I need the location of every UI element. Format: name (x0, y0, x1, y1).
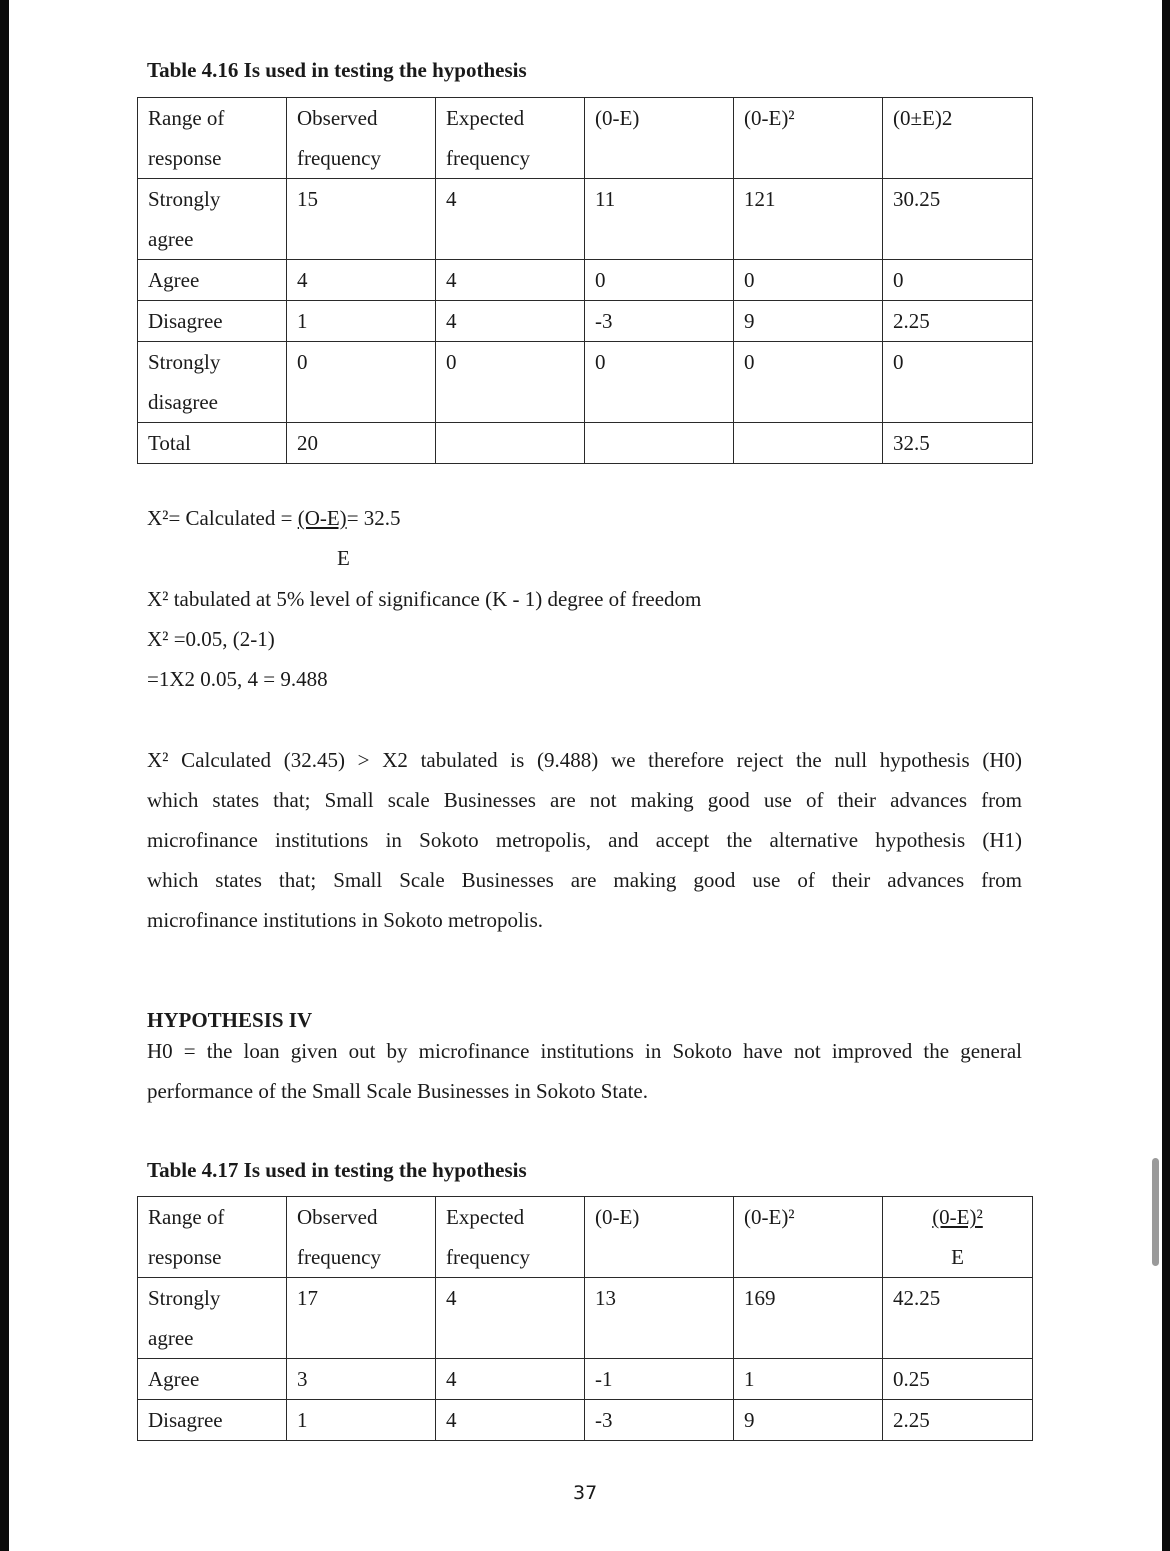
value-cell: 1 (287, 1400, 436, 1441)
value-cell: 11 (585, 179, 734, 260)
table-row (138, 260, 1033, 301)
page-number: 37 (573, 1482, 598, 1504)
value-cell: -3 (585, 1400, 734, 1441)
table-4-16 (137, 97, 1033, 464)
header-cell (585, 1197, 734, 1278)
row-label-line: agree (148, 1326, 194, 1350)
header-row (138, 98, 1033, 179)
header-line: Expected (446, 1205, 525, 1229)
fraction-denominator: E (337, 546, 350, 570)
row-label-line: Strongly (148, 350, 221, 374)
hypothesis-4-text (147, 1031, 1022, 1111)
value-cell: 0 (585, 342, 734, 423)
header-cell (734, 98, 883, 179)
header-line: frequency (446, 146, 530, 170)
conclusion-line: which states that; Small scale Businesses are not making good use of their advances from (147, 788, 1022, 812)
value-cell: 4 (436, 179, 585, 260)
table-2-caption: Table 4.17 Is used in testing the hypothesis (147, 1158, 527, 1182)
header-line: Observed (297, 1205, 378, 1229)
header-line: response (148, 146, 222, 170)
value-cell: 4 (287, 260, 436, 301)
row-label-cell (138, 179, 287, 260)
header-cell (287, 1197, 436, 1278)
value-cell: 1 (734, 1359, 883, 1400)
row-label-cell (138, 1400, 287, 1441)
value-cell: 9 (734, 301, 883, 342)
header-line: Expected (446, 106, 525, 130)
row-label-line: agree (148, 227, 194, 251)
value-cell: 0.25 (883, 1359, 1033, 1400)
hypothesis-4-line: performance of the Small Scale Businesses in Sokoto State. (147, 1079, 648, 1103)
value-cell: 4 (436, 1278, 585, 1359)
value-cell (734, 423, 883, 464)
row-label-line: Total (148, 431, 191, 455)
row-label-cell (138, 1359, 287, 1400)
header-line: E (951, 1245, 964, 1269)
row-label-cell (138, 260, 287, 301)
header-line: (0-E)² (932, 1205, 983, 1229)
value-cell: 4 (436, 1400, 585, 1441)
chi-square-tabulated-text: X² tabulated at 5% level of significance (K - 1) degree of freedom (147, 587, 702, 611)
value-cell: 4 (436, 301, 585, 342)
hypothesis-4-heading: HYPOTHESIS IV (147, 1008, 313, 1032)
header-cell (436, 98, 585, 179)
value-cell: 30.25 (883, 179, 1033, 260)
table-1-caption: Table 4.16 Is used in testing the hypothesis (147, 58, 527, 82)
table-row (138, 423, 1033, 464)
row-label-line: disagree (148, 390, 218, 414)
row-label-cell (138, 423, 287, 464)
table-row (138, 342, 1033, 423)
row-label-line: Strongly (148, 1286, 221, 1310)
value-cell: 20 (287, 423, 436, 464)
value-cell: -1 (585, 1359, 734, 1400)
value-cell (585, 423, 734, 464)
header-line: (0-E) (595, 106, 640, 130)
value-cell: 9 (734, 1400, 883, 1441)
row-label-cell (138, 342, 287, 423)
header-line: Range of (148, 106, 225, 130)
left-border (0, 0, 9, 1551)
header-line: Range of (148, 1205, 225, 1229)
header-cell (883, 1197, 1033, 1278)
header-row (138, 1197, 1033, 1278)
header-line: response (148, 1245, 222, 1269)
table-4-17 (137, 1196, 1033, 1441)
chi-square-calculated: X²= Calculated = (O-E)= 32.5 (147, 506, 401, 530)
header-line: frequency (446, 1245, 530, 1269)
scrollbar-thumb[interactable] (1152, 1158, 1159, 1266)
conclusion-line: which states that; Small Scale Businesses are making good use of their advances from (147, 868, 1022, 892)
table-row (138, 301, 1033, 342)
value-cell: 0 (883, 342, 1033, 423)
hypothesis-4-line: H0 = the loan given out by microfinance institutions in Sokoto have not improved the general (147, 1039, 1022, 1063)
header-cell (287, 98, 436, 179)
row-label-line: Agree (148, 268, 200, 292)
value-cell: 42.25 (883, 1278, 1033, 1359)
value-cell (436, 423, 585, 464)
header-line: Observed (297, 106, 378, 130)
header-cell (585, 98, 734, 179)
conclusion-line: microfinance institutions in Sokoto metropolis, and accept the alternative hypothesis (H1) (147, 828, 1022, 852)
value-cell: 0 (585, 260, 734, 301)
conclusion-line: X² Calculated (32.45) > X2 tabulated is (9.488) we therefore reject the null hypothesis (H0) (147, 748, 1022, 772)
value-cell: 13 (585, 1278, 734, 1359)
value-cell: 4 (436, 1359, 585, 1400)
header-line: (0±E)2 (893, 106, 953, 130)
header-line: (0-E)² (744, 1205, 795, 1229)
header-cell (883, 98, 1033, 179)
header-line: frequency (297, 146, 381, 170)
chi-square-df: X² =0.05, (2-1) (147, 627, 275, 651)
value-cell: 17 (287, 1278, 436, 1359)
row-label-line: Disagree (148, 309, 223, 333)
value-cell: 4 (436, 260, 585, 301)
value-cell: 3 (287, 1359, 436, 1400)
value-cell: 15 (287, 179, 436, 260)
table-row (138, 1278, 1033, 1359)
value-cell: 0 (883, 260, 1033, 301)
row-label-line: Agree (148, 1367, 200, 1391)
conclusion-line: microfinance institutions in Sokoto metropolis. (147, 908, 544, 932)
value-cell: 121 (734, 179, 883, 260)
header-cell (138, 1197, 287, 1278)
table-row (138, 179, 1033, 260)
header-line: (0-E) (595, 1205, 640, 1229)
conclusion-paragraph (147, 740, 1022, 940)
value-cell: 0 (287, 342, 436, 423)
row-label-cell (138, 301, 287, 342)
value-cell: 0 (436, 342, 585, 423)
value-cell: 2.25 (883, 301, 1033, 342)
value-cell: 0 (734, 260, 883, 301)
table-row (138, 1359, 1033, 1400)
header-line: frequency (297, 1245, 381, 1269)
header-cell (734, 1197, 883, 1278)
value-cell: 1 (287, 301, 436, 342)
value-cell: 2.25 (883, 1400, 1033, 1441)
row-label-line: Strongly (148, 187, 221, 211)
right-border (1162, 0, 1170, 1551)
header-cell (138, 98, 287, 179)
value-cell: 32.5 (883, 423, 1033, 464)
value-cell: 0 (734, 342, 883, 423)
header-line: (0-E)² (744, 106, 795, 130)
chi-square-value: =1X2 0.05, 4 = 9.488 (147, 667, 328, 691)
table-row (138, 1400, 1033, 1441)
value-cell: 169 (734, 1278, 883, 1359)
row-label-line: Disagree (148, 1408, 223, 1432)
value-cell: -3 (585, 301, 734, 342)
row-label-cell (138, 1278, 287, 1359)
header-cell (436, 1197, 585, 1278)
